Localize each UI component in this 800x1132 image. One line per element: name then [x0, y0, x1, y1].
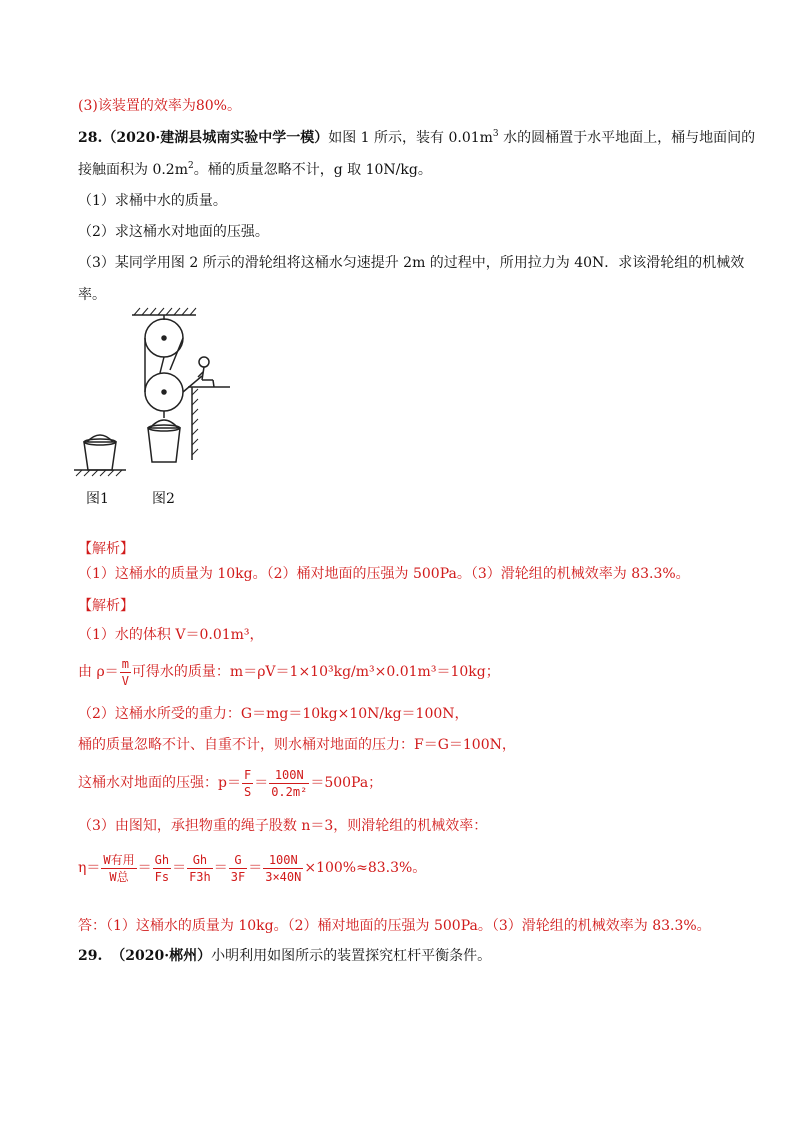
solution-step-1: （1）水的体积 V＝0.01m³， — [78, 627, 264, 643]
q28-part2: （2）求这桶水对地面的压强。 — [78, 224, 269, 240]
q28-text: 接触面积为 0.2m — [78, 162, 188, 178]
numerator: Gh — [187, 852, 213, 869]
solution-text: ＝ — [254, 775, 269, 791]
denominator: S — [243, 784, 252, 799]
q28-part1: （1）求桶中水的质量。 — [78, 193, 227, 209]
solution-text: η＝ — [78, 860, 101, 876]
numerator: W有用 — [103, 852, 135, 867]
q28-stem-line2 — [78, 160, 432, 180]
numerator: F — [243, 767, 252, 782]
denominator: 0.2m² — [271, 784, 308, 799]
numerator: G — [229, 852, 247, 869]
final-answer: 答：（1）这桶水的质量为 10kg。（2）桶对地面的压强为 500Pa。（3）滑轮组的机械效率为 83.3%。 — [78, 918, 711, 934]
denominator: F3h — [189, 869, 211, 884]
solution-step-5 — [78, 765, 382, 801]
solution-text: ＝500Pa； — [310, 775, 383, 791]
fraction — [153, 852, 171, 885]
q28-text: 。桶的质量忽略不计，g 取 10N/kg。 — [193, 162, 432, 178]
solution-text: 可得水的质量：m＝ρV＝1×10³kg/m³×0.01m³＝10kg； — [131, 664, 500, 680]
q28-source: （2020·建湖县城南实验中学一模） — [102, 130, 329, 146]
q28-number: 28. — [78, 130, 103, 146]
fraction — [120, 656, 131, 689]
previous-answer: (3)该装置的效率为80%。 — [78, 98, 241, 114]
q29-source: （2020·郴州） — [111, 948, 212, 964]
numerator: 100N — [263, 852, 303, 869]
figure2-label: 图2 — [152, 491, 175, 507]
analysis-header: 【解析】 — [78, 541, 134, 557]
solution-step-7: η＝ $\frac{\text{W有用}}{\text{W总}}$ ＝ $\frac{Gh}{Fs}$ ＝ $\frac{Gh}{F3h}$ ＝ $\frac{G}{3F}$ ＝ $\frac{100N}{3\times 40N}$ ×100%≈83.3%。 — [78, 852, 427, 884]
solution-step-3: （2）这桶水所受的重力：G＝mg＝10kg×10N/kg＝100N， — [78, 706, 469, 722]
fraction — [101, 852, 136, 885]
q29-stem — [78, 946, 491, 966]
answer-summary: （1）这桶水的质量为 10kg。（2）桶对地面的压强为 500Pa。（3）滑轮组的机械效率为 83.3%。 — [78, 566, 690, 582]
analysis-header: 【解析】 — [78, 598, 134, 614]
fraction — [187, 852, 213, 885]
solution-step-6: （3）由图知，承担物重的绳子股数 n＝3，则滑轮组的机械效率： — [78, 818, 488, 834]
fraction — [242, 767, 253, 800]
q29-text: 小明利用如图所示的装置探究杠杆平衡条件。 — [211, 948, 492, 964]
pulley-diagram — [70, 300, 230, 515]
denominator: 3×40N — [265, 869, 302, 884]
solution-step-2 — [78, 654, 500, 690]
superscript: 3 — [492, 129, 499, 139]
superscript: 2 — [188, 161, 194, 171]
denominator: W总 — [109, 869, 129, 884]
pulley-figure — [70, 300, 230, 515]
denominator: 3F — [230, 869, 246, 884]
numerator: Gh — [154, 852, 170, 867]
q28-part3-line1: （3）某同学用图 2 所示的滑轮组将这桶水匀速提升 2m 的过程中，所用拉力为 40N．求该滑轮组的机械效 — [78, 255, 745, 271]
solution-text: ×100%≈83.3%。 — [304, 860, 427, 876]
q28-text: 如图 1 所示，装有 0.01m — [328, 130, 493, 146]
denominator: Fs — [154, 869, 170, 884]
fraction — [263, 852, 303, 885]
solution-text: 这桶水对地面的压强：p＝ — [78, 775, 241, 791]
q28-part3-line2: 率。 — [78, 287, 106, 303]
q29-number: 29. — [78, 948, 103, 964]
fraction — [229, 852, 247, 885]
q28-text: 水的圆桶置于水平地面上，桶与地面间的 — [498, 130, 756, 146]
figure1-label: 图1 — [86, 491, 109, 507]
denominator: V — [121, 673, 129, 688]
solution-text: 由 ρ＝ — [78, 664, 119, 680]
solution-step-4: 桶的质量忽略不计、自重不计，则水桶对地面的压力：F＝G＝100N， — [78, 737, 516, 753]
q28-stem-line1 — [78, 128, 755, 148]
numerator: m — [121, 656, 129, 671]
numerator: 100N — [269, 767, 309, 784]
fraction — [269, 767, 309, 800]
